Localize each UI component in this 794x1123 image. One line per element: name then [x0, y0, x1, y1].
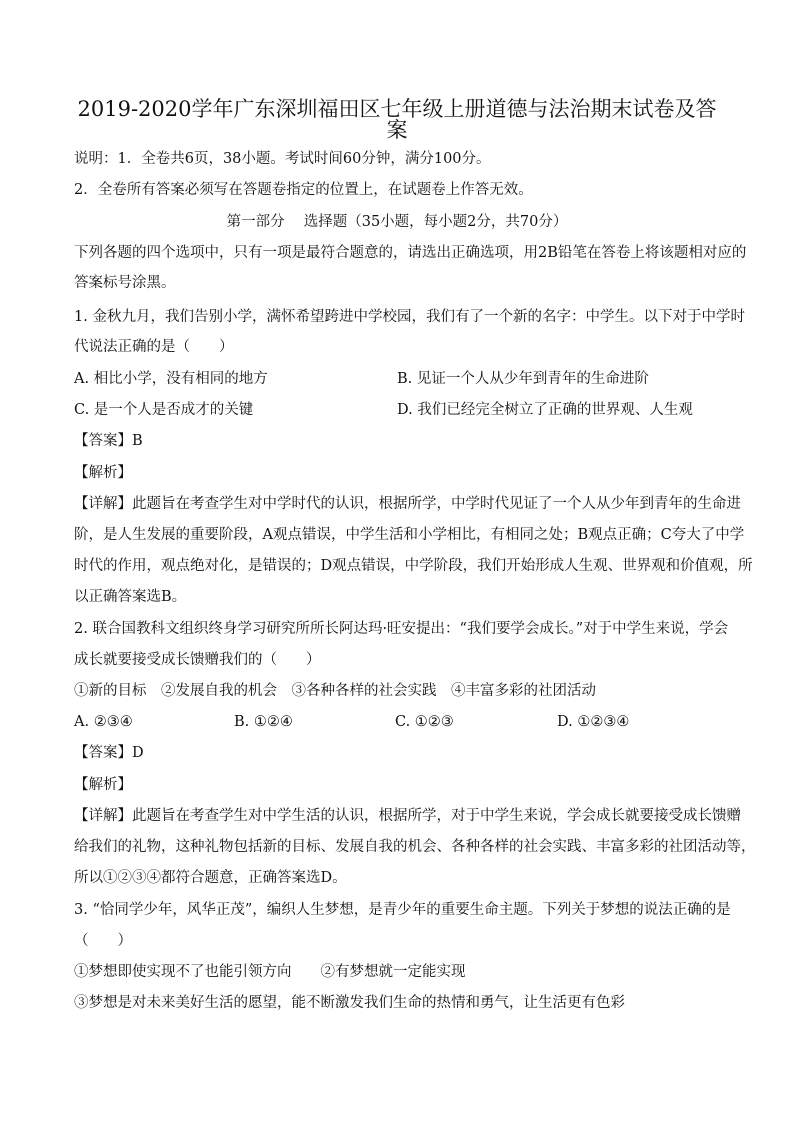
q1-option-b: B. 见证一个人从少年到青年的生命进阶 [397, 371, 649, 387]
q2-stem-line-1: 2. 联合国教科文组织终身学习研究所所长阿达玛·旺安提出：“我们要学会成长。”对于中学生来说，学会 [74, 621, 729, 637]
q1-stem-line-2: 代说法正确的是（ ） [74, 339, 234, 355]
q2-items: ①新的目标 ②发展自我的机会 ③各种各样的社会实践 ④丰富多彩的社团活动 [74, 683, 596, 699]
section-intro-line-1: 下列各题的四个选项中，只有一项是最符合题意的，请选出正确选项，用2B铅笔在答卷上将该题相对应的 [74, 245, 747, 261]
document-title-line-2: 案 [386, 118, 408, 142]
q2-option-b: B. ①②④ [234, 714, 293, 730]
instruction-1: 说明：1．全卷共6页，38小题。考试时间60分钟，满分100分。 [74, 151, 491, 167]
q3-stem-line-1: 3. “恰同学少年，风华正茂”，编织人生梦想，是青少年的重要生命主题。下列关于梦想的说法正确的是 [74, 902, 731, 918]
q2-analysis-label: 【解析】 [74, 777, 132, 793]
q3-items-line-2: ③梦想是对未来美好生活的愿望，能不断激发我们生命的热情和勇气，让生活更有色彩 [74, 995, 625, 1011]
q2-option-a: A. ②③④ [74, 714, 133, 730]
document-title-line-1: 2019-2020学年广东深圳福田区七年级上册道德与法治期末试卷及答 [77, 97, 717, 121]
q1-option-c: C. 是一个人是否成才的关键 [74, 402, 254, 418]
q1-detail-line-1: 【详解】此题旨在考查学生对中学时代的认识，根据所学，中学时代见证了一个人从少年到青年的生命进 [74, 496, 741, 512]
q1-option-a: A. 相比小学，没有相同的地方 [74, 371, 268, 387]
q1-detail-line-4: 以正确答案选B。 [74, 589, 187, 605]
q1-answer: 【答案】B [74, 433, 143, 449]
section-intro-line-2: 答案标号涂黑。 [74, 275, 176, 291]
q1-analysis-label: 【解析】 [74, 465, 132, 481]
q3-items-line-1: ①梦想即使实现不了也能引领方向 ②有梦想就一定能实现 [74, 964, 466, 980]
q1-option-d: D. 我们已经完全树立了正确的世界观、人生观 [397, 402, 693, 418]
q2-option-c: C. ①②③ [395, 714, 454, 730]
instruction-2: 2．全卷所有答案必须写在答题卷指定的位置上，在试题卷上作答无效。 [74, 182, 533, 198]
q2-detail-line-2: 给我们的礼物，这种礼物包括新的目标、发展自我的机会、各种各样的社会实践、丰富多彩的社团活动等， [74, 839, 756, 855]
section-heading: 第一部分 选择题（35小题，每小题2分，共70分） [226, 214, 568, 230]
q2-stem-line-2: 成长就要接受成长馈赠我们的（ ） [74, 652, 321, 668]
q2-detail-line-1: 【详解】此题旨在考查学生对中学生活的认识，根据所学，对于中学生来说，学会成长就要接受成长馈赠 [74, 808, 741, 824]
q2-detail-line-3: 所以①②③④都符合题意，正确答案选D。 [74, 870, 347, 886]
q1-stem-line-1: 1. 金秋九月，我们告别小学，满怀希望跨进中学校园，我们有了一个新的名字：中学生。以下对于中学时 [74, 309, 745, 325]
q1-detail-line-2: 阶，是人生发展的重要阶段，A观点错误，中学生活和小学相比，有相同之处；B观点正确；C夸大了中学 [74, 527, 745, 543]
q1-detail-line-3: 时代的作用，观点绝对化，是错误的；D观点错误，中学阶段，我们开始形成人生观、世界观和价值观，所 [74, 558, 753, 574]
q3-stem-line-2: （ ） [74, 933, 132, 949]
q2-answer: 【答案】D [74, 745, 144, 761]
q2-option-d: D. ①②③④ [557, 714, 630, 730]
